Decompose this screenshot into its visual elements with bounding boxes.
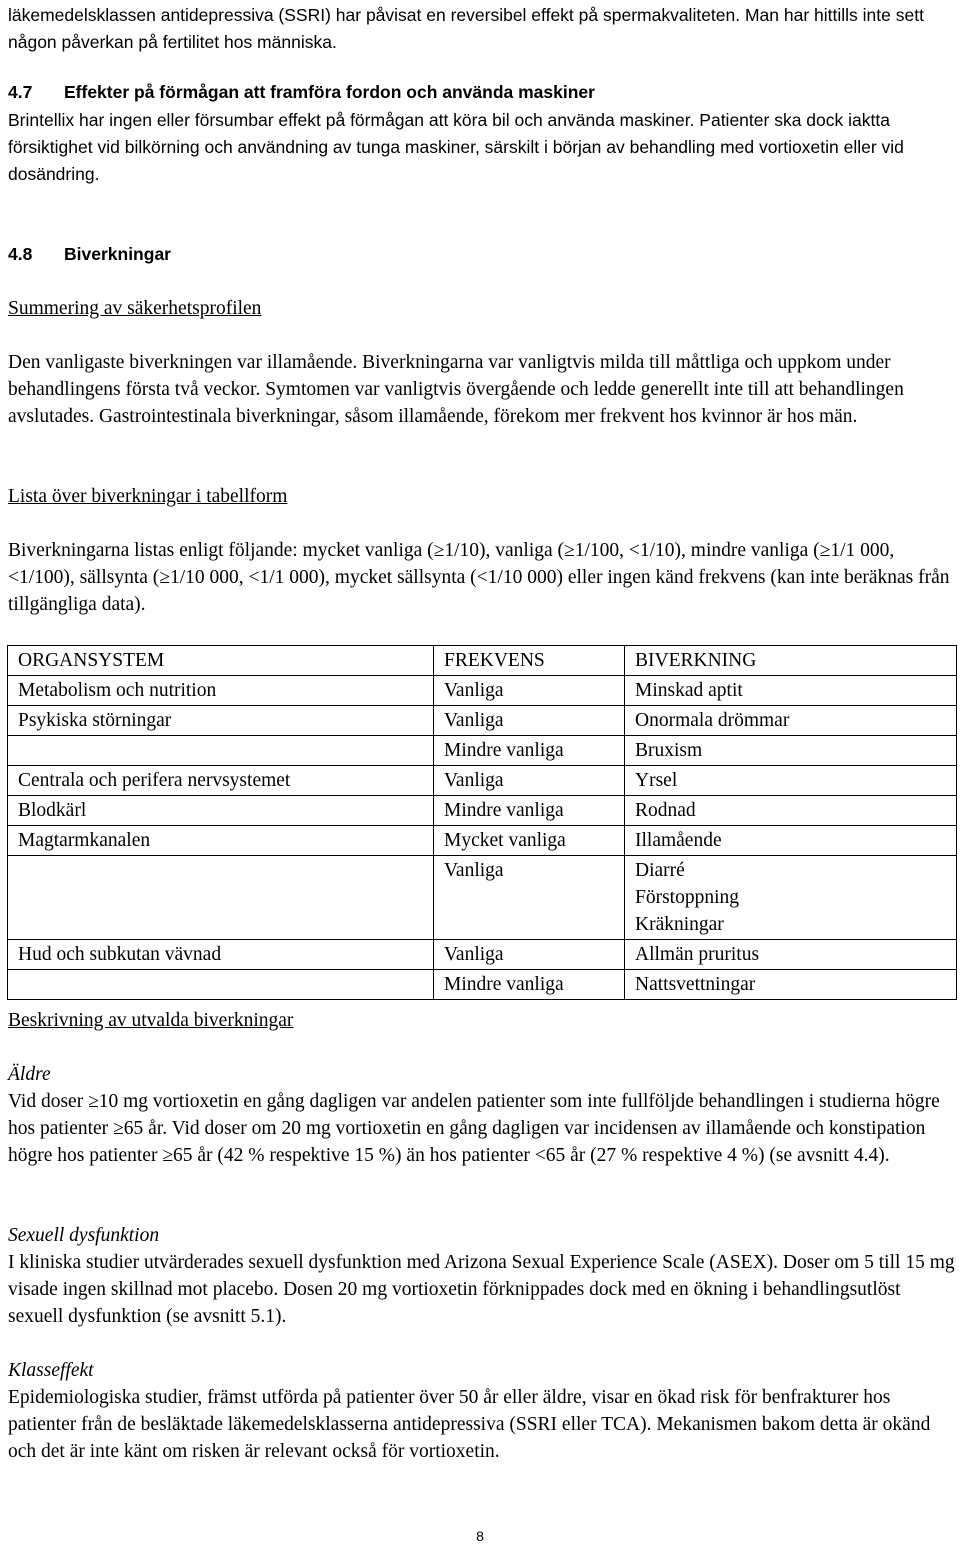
table-row xyxy=(8,970,957,1000)
section-4-8-heading xyxy=(8,241,956,268)
frequency-cell: Mycket vanliga xyxy=(434,826,625,856)
class-effect-paragraph: Epidemiologiska studier, främst utförda på patienter över 50 år eller äldre, visar en ökad risk för benfrakturer hos patienter från de besläktade läkemedelsklasserna antidepressiva (SSRI eller TCA). Mekanismen bakom detta är okänd och det är inte känt om risken är relevant också för vortioxetin. xyxy=(8,1387,931,1462)
adverse-reactions-table xyxy=(7,645,957,1000)
organ-system-cell: Centrala och perifera nervsystemet xyxy=(8,766,434,796)
frequency-cell: Mindre vanliga xyxy=(434,970,625,1000)
summary-subheading: Summering av säkerhetsprofilen xyxy=(8,298,262,319)
section-number: 4.8 xyxy=(8,244,33,264)
sexual-dysfunction-paragraph: I kliniska studier utvärderades sexuell dysfunktion med Arizona Sexual Experience Scale (ASEX). Doser om 5 till 15 mg visade ingen skillnad mot placebo. Dosen 20 mg vortioxetin förknippades dock med en ökning i behandlingsutlöst sexuell dysfunktion (se avsnitt 5.1). xyxy=(8,1252,955,1327)
organ-system-cell xyxy=(8,856,434,940)
organ-system-cell: Blodkärl xyxy=(8,796,434,826)
organ-system-cell: Magtarmkanalen xyxy=(8,826,434,856)
frequency-cell: Vanliga xyxy=(434,706,625,736)
header-reaction: BIVERKNING xyxy=(625,646,957,676)
reaction-cell: Yrsel xyxy=(625,766,957,796)
section-title: Effekter på förmågan att framföra fordon och använda maskiner xyxy=(64,82,595,102)
section-title: Biverkningar xyxy=(64,244,171,264)
summary-paragraph: Den vanligaste biverkningen var illamående. Biverkningarna var vanligtvis milda till måttliga och uppkom under behandlingens första två veckor. Symtomen var vanligtvis övergående och ledde generellt inte till att behandlingen avslutades. Gastrointestinala biverkningar, såsom illamående, förekom mer frekvent hos kvinnor är hos män. xyxy=(8,352,904,427)
frequency-cell: Vanliga xyxy=(434,856,625,940)
reaction-cell: Allmän pruritus xyxy=(625,940,957,970)
intro-paragraph: läkemedelsklassen antidepressiva (SSRI) har påvisat en reversibel effekt på spermakvaliteten. Man har hittills inte sett någon påverkan på fertilitet hos människa. xyxy=(8,5,924,52)
table-row xyxy=(8,940,957,970)
table-row xyxy=(8,676,957,706)
table-row xyxy=(8,826,957,856)
table-row xyxy=(8,796,957,826)
table-row xyxy=(8,856,957,940)
table-row xyxy=(8,766,957,796)
elderly-heading: Äldre xyxy=(8,1064,51,1085)
list-paragraph: Biverkningarna listas enligt följande: mycket vanliga (≥1/10), vanliga (≥1/100, <1/10), mindre vanliga (≥1/1 000, <1/100), sällsynta (≥1/10 000, <1/1 000), mycket sällsynta (<1/10 000) eller ingen känd frekvens (kan inte beräknas från tillgängliga data). xyxy=(8,540,950,615)
organ-system-cell xyxy=(8,736,434,766)
table-row xyxy=(8,736,957,766)
elderly-paragraph: Vid doser ≥10 mg vortioxetin en gång dagligen var andelen patienter som inte fullföljde behandlingen i studierna högre hos patienter ≥65 år. Vid doser om 20 mg vortioxetin en gång dagligen var incidensen av illamående och konstipation högre hos patienter ≥65 år (42 % respektive 15 %) än hos patienter <65 år (27 % respektive 4 %) (se avsnitt 4.4). xyxy=(8,1091,940,1166)
frequency-cell: Vanliga xyxy=(434,676,625,706)
header-organ-system: ORGANSYSTEM xyxy=(8,646,434,676)
reaction-cell: Nattsvettningar xyxy=(625,970,957,1000)
organ-system-cell: Psykiska störningar xyxy=(8,706,434,736)
reaction-cell: Rodnad xyxy=(625,796,957,826)
table-header-row xyxy=(8,646,957,676)
reaction-cell: Minskad aptit xyxy=(625,676,957,706)
reaction-cell: Illamående xyxy=(625,826,957,856)
organ-system-cell: Metabolism och nutrition xyxy=(8,676,434,706)
selected-reactions-subheading: Beskrivning av utvalda biverkningar xyxy=(8,1010,294,1031)
list-subheading: Lista över biverkningar i tabellform xyxy=(8,486,288,507)
organ-system-cell xyxy=(8,970,434,1000)
page-number: 8 xyxy=(476,1528,484,1544)
frequency-cell: Vanliga xyxy=(434,766,625,796)
header-frequency: FREKVENS xyxy=(434,646,625,676)
section-4-7-paragraph: Brintellix har ingen eller försumbar effekt på förmågan att köra bil och använda maskiner. Patienter ska dock iaktta försiktighet vid bilkörning och användning av tunga maskiner, särskilt i början av behandling med vortioxetin eller vid dosändring. xyxy=(8,110,904,184)
frequency-cell: Mindre vanliga xyxy=(434,736,625,766)
frequency-cell: Mindre vanliga xyxy=(434,796,625,826)
organ-system-cell: Hud och subkutan vävnad xyxy=(8,940,434,970)
section-number: 4.7 xyxy=(8,82,33,102)
reaction-cell: Onormala drömmar xyxy=(625,706,957,736)
section-4-7-heading xyxy=(8,79,956,106)
table-row xyxy=(8,706,957,736)
sexual-dysfunction-heading: Sexuell dysfunktion xyxy=(8,1225,160,1246)
class-effect-heading: Klasseffekt xyxy=(8,1360,94,1381)
frequency-cell: Vanliga xyxy=(434,940,625,970)
reaction-cell: Bruxism xyxy=(625,736,957,766)
reaction-cell: Diarré Förstoppning Kräkningar xyxy=(625,856,957,940)
